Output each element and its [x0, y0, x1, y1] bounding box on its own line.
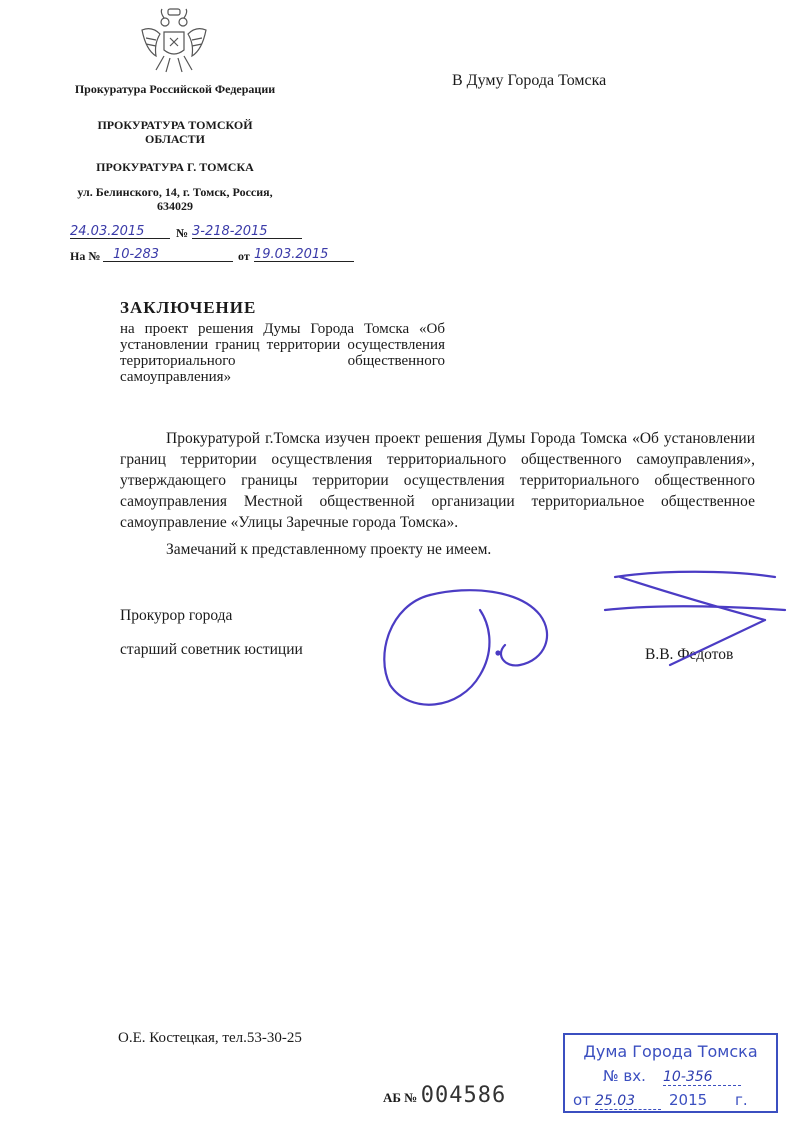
sender-line-3: ПРОКУРАТУРА Г. ТОМСКА	[96, 160, 254, 174]
reply-number: 10-283	[113, 247, 160, 262]
sender-line-2: ПРОКУРАТУРА ТОМСКОЙ ОБЛАСТИ	[97, 118, 253, 146]
form-serial	[383, 1083, 506, 1108]
signatory-position: Прокурор города	[120, 607, 233, 624]
executor-contact: О.Е. Костецкая, тел.53-30-25	[118, 1030, 302, 1046]
stamp-year-value: 2015	[669, 1091, 708, 1109]
outgoing-number: 3-218-2015	[192, 224, 268, 239]
outgoing-date: 24.03.2015	[70, 224, 145, 239]
reply-date: 19.03.2015	[254, 247, 329, 262]
stamp-incoming-number-line	[663, 1067, 741, 1086]
incoming-registration-stamp	[563, 1033, 778, 1113]
coat-of-arms-icon	[134, 8, 214, 78]
reply-date-line	[254, 245, 354, 262]
body-paragraph-2: Замечаний к представленному проекту не имеем.	[166, 541, 492, 558]
stamp-incoming-number: 10-356	[663, 1069, 713, 1085]
addressee: В Думу Города Томска	[452, 72, 607, 89]
outgoing-date-line	[70, 222, 170, 239]
document-subject: на проект решения Думы Города Томска «Об установлении границ территории осуществления территориального общественного самоуправления»	[120, 321, 445, 385]
reply-from-label: от	[238, 249, 250, 263]
handwritten-signature	[370, 565, 790, 715]
signatory-rank: старший советник юстиции	[120, 641, 303, 658]
serial-label: АБ №	[383, 1090, 418, 1105]
stamp-year	[669, 1091, 707, 1109]
sender-line-1: Прокуратура Российской Федерации	[74, 82, 276, 96]
reply-number-line	[103, 245, 233, 262]
document-title: ЗАКЛЮЧЕНИЕ	[120, 298, 257, 317]
outgoing-number-label: №	[176, 226, 189, 240]
stamp-title: Дума Города Томска	[583, 1042, 758, 1061]
body-paragraph-1: Прокуратурой г.Томска изучен проект решения Думы Города Томска «Об установлении границ территории осуществления территориального общественного самоуправления», утверждающего границы территории осуществления территориального общественного самоуправления Местной общественной организации территориальное общественное самоуправление «Улицы Заречные города Томска».	[120, 430, 755, 531]
stamp-date-label: от	[573, 1091, 591, 1109]
document-body	[120, 428, 755, 560]
outgoing-number-line	[192, 222, 302, 239]
sender-address: ул. Белинского, 14, г. Томск, Россия, 634029	[77, 185, 273, 213]
stamp-incoming-label: № вх.	[603, 1067, 646, 1085]
serial-number: 004586	[420, 1083, 507, 1108]
stamp-date-value: 25.03	[595, 1093, 636, 1109]
reply-label: На №	[70, 249, 101, 263]
stamp-date-line	[595, 1091, 661, 1110]
stamp-year-suffix: г.	[735, 1091, 748, 1109]
signatory-name: В.В. Федотов	[645, 646, 734, 663]
